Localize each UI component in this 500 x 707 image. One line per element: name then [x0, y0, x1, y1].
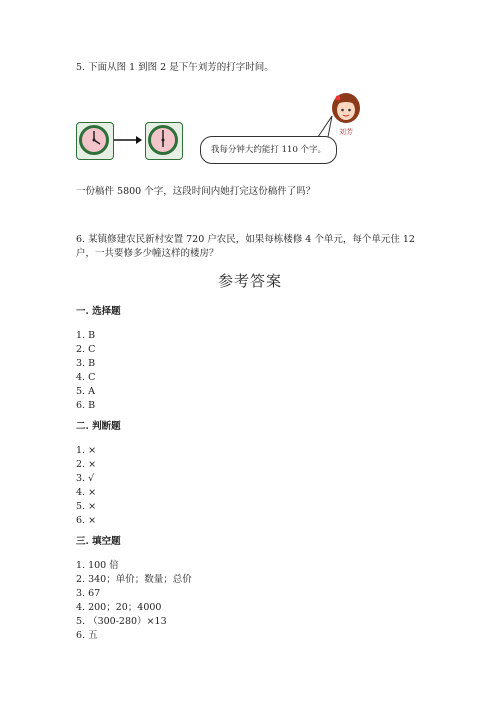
answer-item: 6. 五	[76, 630, 98, 641]
question-6-text-line2: 户，一共要修多少幢这样的楼房？	[76, 248, 219, 259]
question-6-text-line1: 6. 某镇修建农民新村安置 720 户农民，如果每栋楼修 4 个单元，每个单元住 12	[76, 234, 415, 245]
question-5-prompt: 一份稿件 5800 个字，这段时间内她打完这份稿件了吗？	[76, 186, 316, 197]
answer-item: 3. B	[76, 358, 96, 369]
answer-item: 1. B	[76, 330, 96, 341]
answer-item: 3. 67	[76, 588, 101, 599]
answer-item: 5. A	[76, 386, 95, 397]
arrow-right-icon	[114, 135, 142, 145]
answer-item: 6. ×	[76, 515, 97, 526]
speech-bubble: 我每分钟大约能打 110 个字。	[200, 136, 337, 164]
answer-item: 5. （300-280）×13	[76, 616, 167, 627]
answer-item: 2. 340；单价；数量；总价	[76, 574, 192, 585]
answer-item: 4. ×	[76, 487, 97, 498]
girl-avatar-icon	[326, 90, 366, 130]
answer-item: 3. √	[76, 473, 95, 484]
section-heading-choice: 一. 选择题	[76, 306, 121, 317]
section-heading-judgement: 二. 判断题	[76, 421, 121, 432]
answer-item: 2. C	[76, 344, 96, 355]
answer-item: 4. C	[76, 372, 96, 383]
section-heading-fill: 三. 填空题	[76, 536, 121, 547]
question-5-text: 5. 下面从图 1 到图 2 是下午刘芳的打字时间。	[76, 62, 274, 73]
answer-item: 2. ×	[76, 459, 97, 470]
answer-item: 6. B	[76, 400, 96, 411]
answer-item: 1. ×	[76, 445, 97, 456]
answer-item: 4. 200；20；4000	[76, 602, 162, 613]
answer-item: 5. ×	[76, 501, 97, 512]
answer-item: 1. 100 倍	[76, 560, 119, 571]
girl-name-label: 刘芳	[339, 128, 353, 136]
answers-title: 参考答案	[217, 272, 282, 290]
